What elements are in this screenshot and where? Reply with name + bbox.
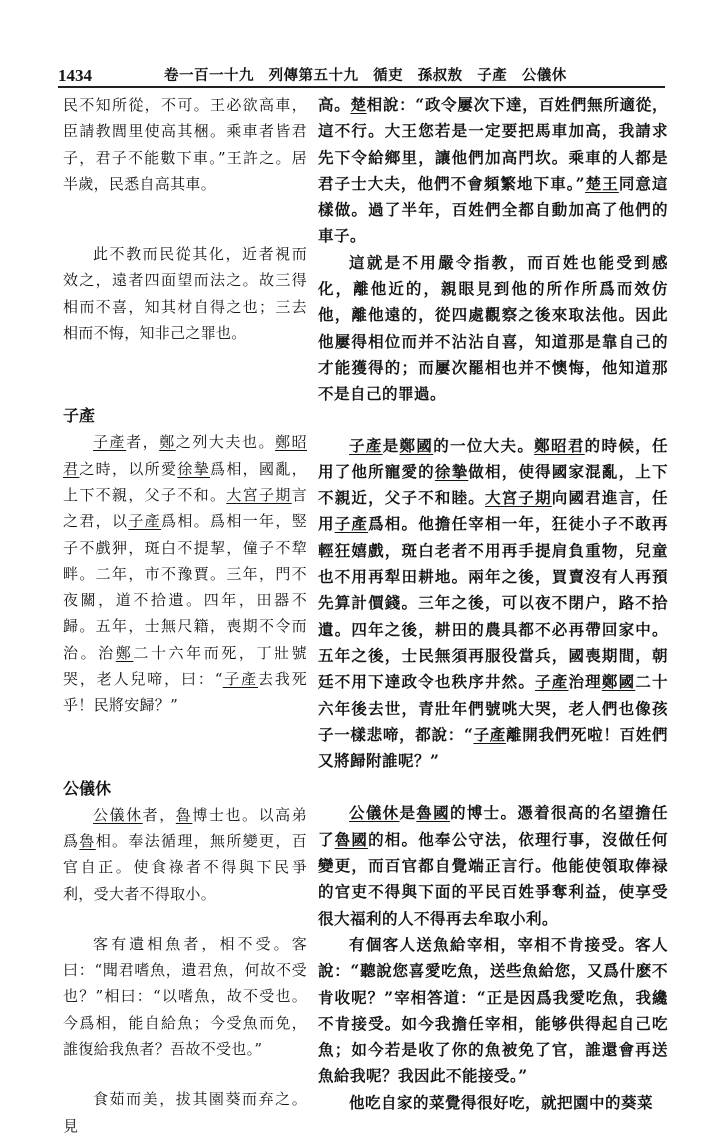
text-run: 之時，以所愛 [79, 459, 178, 478]
proper-name: 子產 [93, 433, 127, 452]
proper-name: 楚王 [585, 173, 619, 193]
text-run: 爲相。爲相一年，竪子不戲狎，斑白不提挈，僮子不犂畔。二年，市不豫賈。三年，門不夜關，道不拾遺。四年，田器不歸。五年，士無尺籍，喪期不令而治。治 [63, 512, 307, 662]
spacer [63, 719, 307, 776]
running-head-name-2: 子產 [477, 67, 508, 84]
proper-name: 子產 [349, 435, 383, 455]
translation-paragraph-gongyixiu [318, 800, 668, 931]
proper-name: 鄭國 [601, 672, 636, 692]
text-run: 是 [399, 803, 417, 823]
proper-name: 鄭 [115, 643, 134, 662]
spacer [318, 408, 668, 433]
text-run: 的博士。憑着很高的名望擔任了 [318, 803, 668, 849]
spacer [63, 1062, 307, 1086]
text-run: 向國君進言，任用 [318, 488, 668, 534]
proper-name: 鄭昭君 [63, 433, 307, 478]
text-run: 的時候，任用了他所寵愛的 [318, 435, 668, 481]
classical-paragraph-vegetables: 食茹而美，拔其園葵而弃之。見 [63, 1090, 307, 1135]
text-run: 爲相，國亂，上下不親，父子不和。 [63, 459, 307, 504]
running-head-section: 循吏 [373, 67, 404, 84]
proper-name: 魯 [175, 805, 193, 824]
spacer [63, 907, 307, 931]
classical-text-column [63, 92, 307, 1139]
running-head-chapter: 列傳第五十九 [268, 67, 359, 84]
text-run: 博士也。以高弟爲 [63, 805, 307, 850]
text-run: 的一位大夫。 [433, 435, 535, 455]
spacer [318, 774, 668, 800]
proper-name: 公儀休 [349, 803, 400, 823]
text-run: 相說：“政令屢次下達，百姓們無所適從，這不行。大王您若是一定要把馬車加高，我請求先下令給鄉里，讓他們加高門坎。乘車的人都是君子士大夫，他們不會頻繁地下車。” [318, 95, 668, 193]
translation-column [318, 92, 668, 1116]
translation-paragraph-1 [318, 92, 668, 250]
proper-name: 鄭國 [399, 435, 434, 455]
running-head-name-3: 公儀休 [521, 67, 567, 84]
text-run: 是 [382, 435, 400, 455]
spacer [63, 197, 307, 241]
classical-paragraph-gongyixiu [63, 802, 307, 907]
translation-paragraph-fish: 有個客人送魚給宰相，宰相不肯接受。客人說：“聽說您喜愛吃魚，送些魚給您，又爲什麽不肯收呢？”宰相答道：“正是因爲我愛吃魚，我纔不肯接受。如今我擔任宰相，能够供得起自己吃魚；如今若是收了你的魚被免了官，誰還會再送魚給我呢？我因此不能接受。” [318, 934, 668, 1086]
spacer [63, 346, 307, 403]
running-head [164, 64, 576, 85]
text-run: 同意這樣做。過了半年，百姓們全都自動加高了他們的車子。 [318, 173, 668, 246]
section-heading-gongyixiu: 公儀休 [63, 778, 112, 798]
text-run: 者， [142, 805, 176, 824]
page-number: 1434 [58, 66, 92, 85]
text-run: 治理 [568, 672, 602, 692]
proper-name: 大宮子期 [226, 485, 292, 504]
classical-paragraph-zichan [63, 429, 307, 718]
proper-name: 鄭昭君 [534, 435, 585, 455]
proper-name: 徐摯 [434, 461, 469, 481]
text-run: 離開我們死啦！百姓們又將歸附誰呢？” [318, 724, 668, 771]
translation-paragraph-zichan [318, 433, 668, 775]
proper-name: 魯國 [416, 803, 451, 823]
translation-paragraph-2: 這就是不用嚴令指教，而百姓也能受到感化，離他近的，親眼見到他的所作所爲而效仿他，離他遠的，從四處觀察之後來取法他。因此他屢得相位而并不沾沾自喜，知道那是靠自己的才能獲得的；而屢次罷相也并不懊悔，他知道那不是自己的罪過。 [318, 252, 668, 404]
header-rule [58, 86, 665, 88]
proper-name: 子產 [473, 724, 507, 744]
section-heading-zichan: 子產 [63, 406, 96, 426]
text-run: 之列大夫也。 [175, 433, 276, 452]
text-run: 的相。他奉公守法，依理行事，沒做任何變更，而百官都自覺端正言行。他能使領取俸禄的官吏不得與下面的平民百姓爭奪利益，使享受很大福利的人不得再去牟取小利。 [318, 829, 668, 928]
proper-name: 鄭 [159, 433, 176, 452]
proper-name: 魯 [79, 831, 96, 850]
proper-name: 徐摯 [177, 459, 211, 478]
text-run: 相。奉法循理，無所變更，百官自正。使食祿者不得與下民爭利，受大者不得取小。 [63, 831, 307, 903]
text-run: 爲相。他擔任宰相一年，狂徒小子不敢再輕狂嬉戲，斑白老者不用再手提肩負重物，兒童也不用再犁田耕地。兩年之後，買賣沒有人再預先算計價錢。三年之後，可以夜不閉户，路不拾遺。四年之後，耕田的農具都不必再帶回家中。五年之後，士民無須再服役當兵，國喪期間，朝廷不用下達政令也秩序井然。 [318, 514, 668, 692]
proper-name: 魯國 [334, 829, 369, 849]
proper-name: 子產 [535, 672, 569, 692]
text-run: 二十六年後去世，青壯年們號咷大哭，老人們也像孩子一樣悲啼，都說：“ [318, 672, 668, 744]
running-head-name-1: 孫叔敖 [417, 67, 463, 84]
proper-name: 子產 [334, 514, 369, 534]
proper-name: 公儀休 [93, 805, 143, 824]
text-run: 二十六年而死，丁壯號哭，老人兒啼，曰：“ [63, 643, 307, 689]
text-run: 言之君，以 [63, 485, 307, 531]
proper-name: 楚 [350, 95, 367, 114]
page-header [0, 0, 716, 90]
text-run: 做相，使得國家混亂，上下不親近，父子不和睦。 [318, 461, 668, 508]
text-run: 去我死乎！民將安歸？” [63, 670, 308, 715]
translation-paragraph-vegetables: 他吃自家的菜覺得很好吃，就把園中的葵菜 [349, 1092, 654, 1112]
classical-paragraph-fish: 客有遺相魚者，相不受。客曰：“聞君嗜魚，遺君魚，何故不受也？”相曰：“以嗜魚，故不受也。今爲相，能自給魚；今受魚而免，誰復給我魚者？吾故不受也。” [63, 934, 307, 1059]
proper-name: 大宮子期 [484, 488, 552, 508]
text-run: 高。 [318, 95, 351, 114]
proper-name: 子產 [128, 512, 162, 531]
text-run: 者， [126, 433, 160, 452]
running-head-volume: 卷一百一十九 [164, 67, 254, 84]
classical-paragraph-1: 民不知所從，不可。王必欲高車，臣請教閭里使高其梱。乘車者皆君子，君子不能數下車。”王許之。居半歲，民悉自高其車。 [63, 96, 307, 193]
proper-name: 子產 [222, 670, 258, 689]
classical-paragraph-2: 此不教而民從其化，近者視而效之，遠者四面望而法之。故三得相而不喜，知其材自得之也；三去相而不悔，知非己之罪也。 [63, 245, 307, 343]
